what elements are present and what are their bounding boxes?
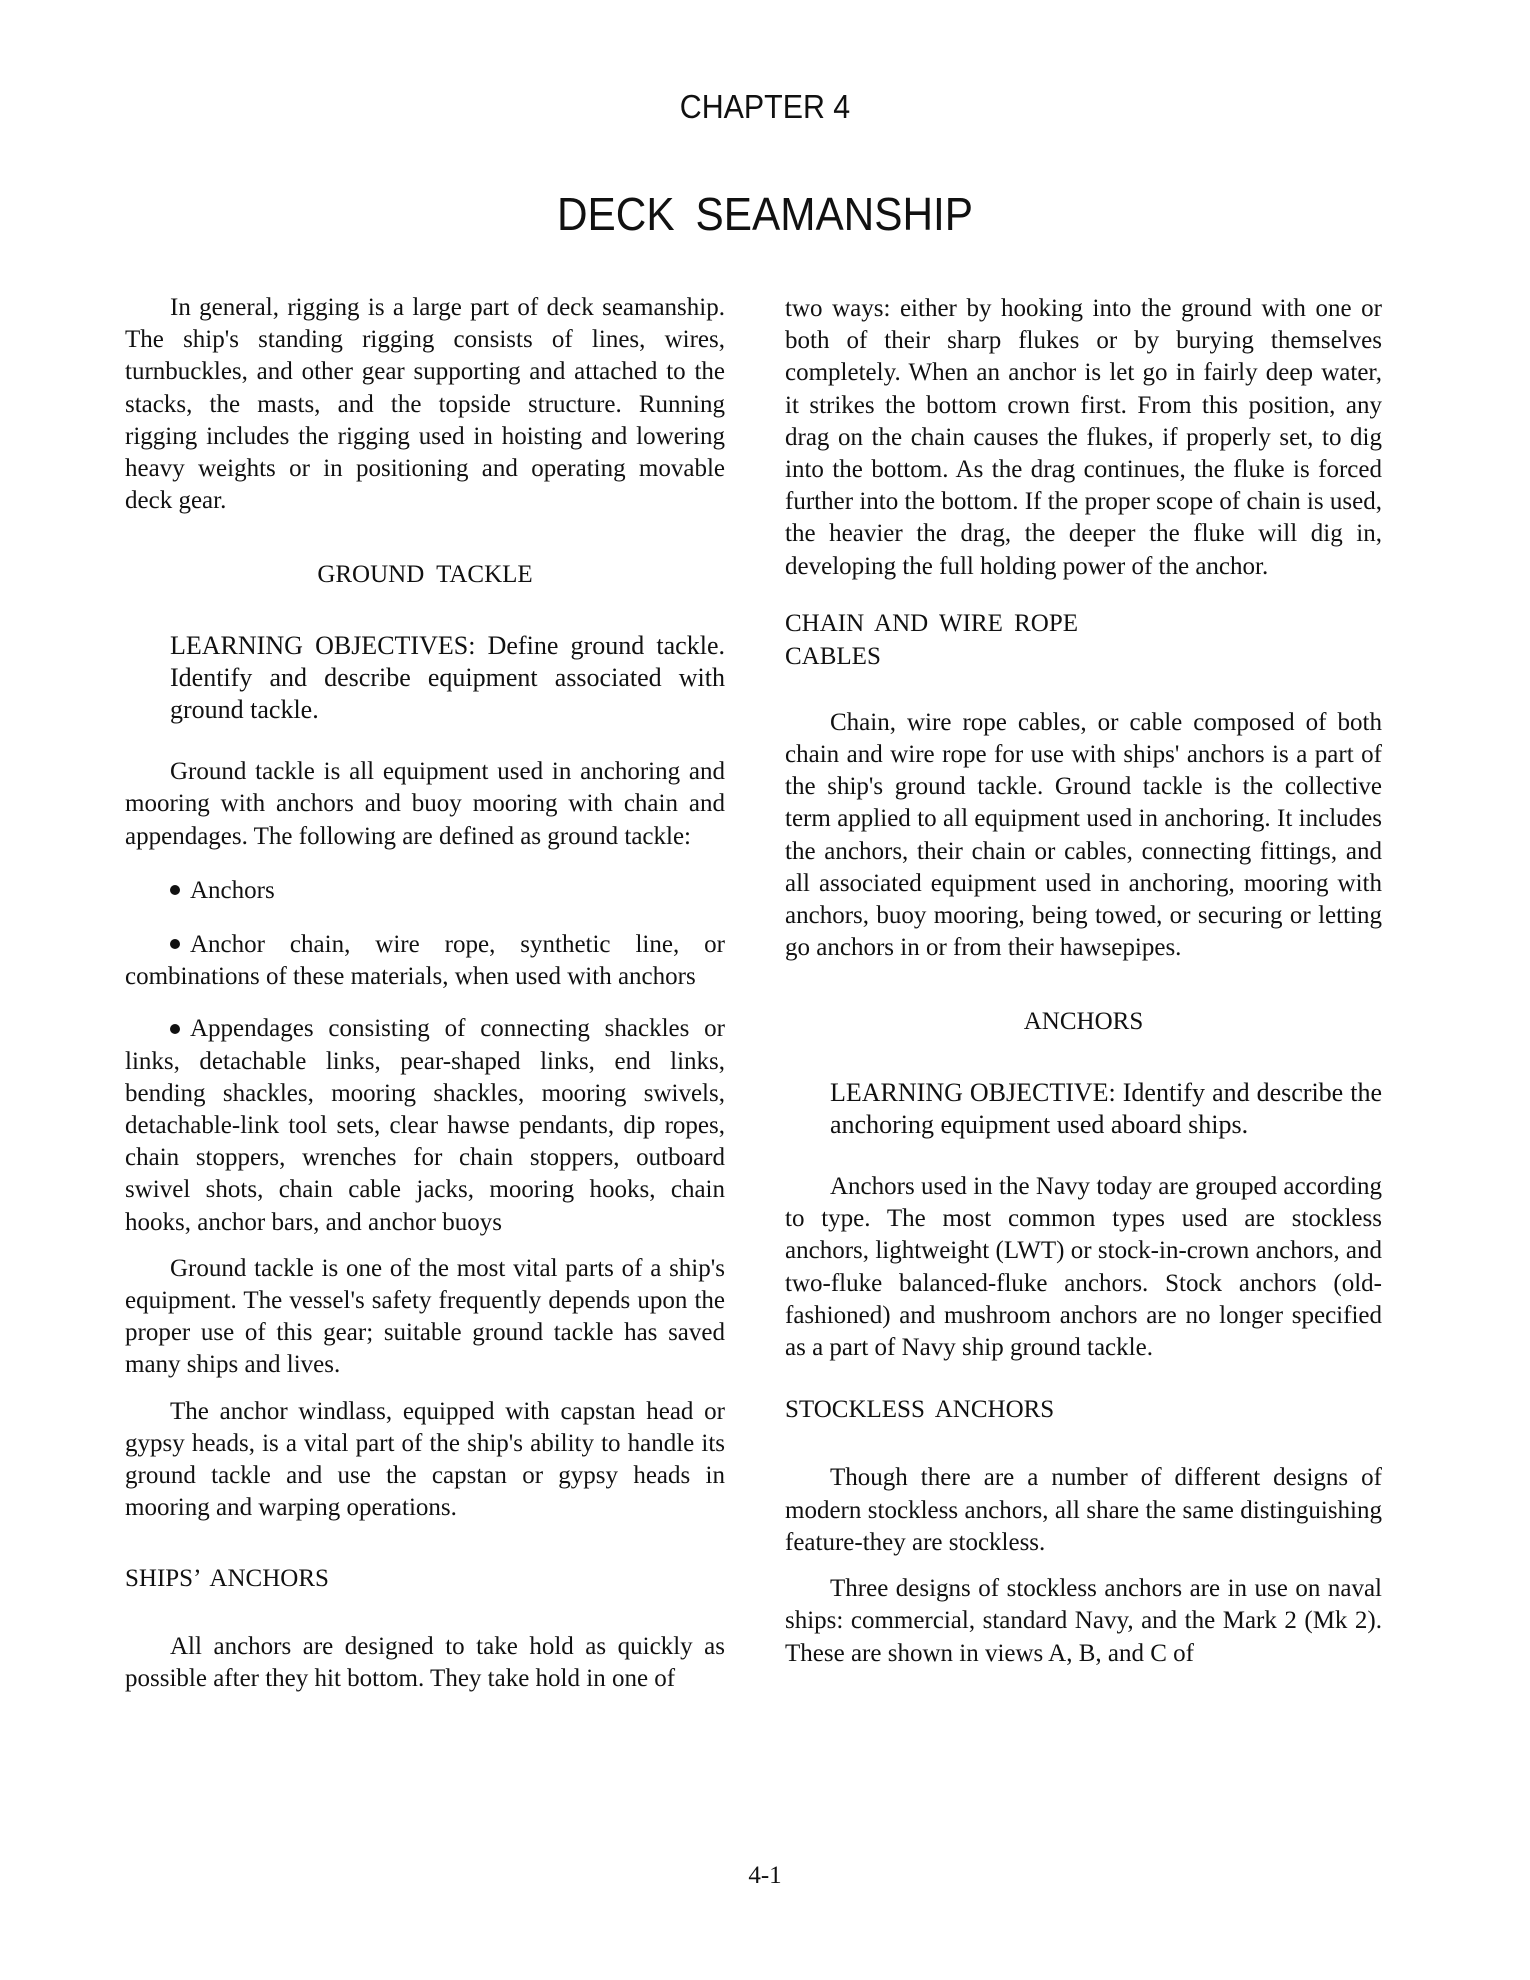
learning-objectives: LEARNING OBJECTIVES: Define ground tackle. Identify and describe equipment associated with ground tackle. <box>170 630 725 725</box>
stockless-paragraph-2: Three designs of stockless anchors are in use on naval ships: commercial, standard Navy, and the Mark 2 (Mk 2). These are shown in views A, B, and C of <box>785 1575 1382 1667</box>
heading-line: CHAIN AND WIRE ROPE <box>785 609 1079 637</box>
anchors-paragraph: Anchors used in the Navy today are grouped according to type. The most common types used are stockless anchors, lightweight (LWT) or stock-in-crown anchors, and two-fluke balanced-fluke anchors. Stock anchors (old-fashioned) and mushroom anchors are no longer specified as a part of Navy ship ground tackle. <box>785 1173 1382 1362</box>
ships-anchors-paragraph: All anchors are designed to take hold as quickly as possible after they hit bottom. They take hold in one of <box>125 1632 725 1692</box>
page-number: 4-1 <box>748 1862 782 1889</box>
vital-paragraph: Ground tackle is one of the most vital parts of a ship's equipment. The vessel's safety frequently depends upon the proper use of this gear; suitable ground tackle has saved many ships and lives. <box>125 1254 725 1379</box>
list-item <box>125 929 725 993</box>
chapter-title: DECK SEAMANSHIP <box>556 188 974 240</box>
intro-paragraph: In general, rigging is a large part of deck seamanship. The ship's standing rigging consists of lines, wires, turnbuckles, and other gear supporting and attached to the stacks, the masts, and the topside structure. Running rigging includes the rigging used in hoisting and lowering heavy weights or in positioning and operating movable deck gear. <box>125 294 725 515</box>
list-item <box>125 875 725 907</box>
list-item-text: Anchors <box>190 876 275 904</box>
heading-line: CABLES <box>785 642 881 670</box>
section-heading-chain-wire-rope <box>785 607 1382 673</box>
section-heading-anchors: ANCHORS <box>1023 1008 1144 1036</box>
learning-objective: LEARNING OBJECTIVE: Identify and describe the anchoring equipment used aboard ships. <box>830 1077 1382 1139</box>
right-column <box>785 293 1382 1684</box>
continuation-paragraph: two ways: either by hooking into the ground with one or both of their sharp flukes or by burying themselves completely. When an anchor is let go in fairly deep water, it strikes the bottom crown first. From this position, any drag on the chain causes the flukes, if properly set, to dig into the bottom. As the drag continues, the fluke is forced further into the bottom. If the proper scope of chain is used, the heavier the drag, the deeper the fluke will dig in, developing the full holding power of the anchor. <box>785 295 1382 580</box>
section-heading-stockless-anchors: STOCKLESS ANCHORS <box>785 1396 1055 1424</box>
stockless-paragraph-1: Though there are a number of different designs of modern stockless anchors, all share the same distinguishing feature-they are stockless. <box>785 1464 1382 1556</box>
list-item-text: Anchor chain, wire rope, synthetic line, or combinations of these materials, when used with anchors <box>125 931 725 991</box>
chain-paragraph: Chain, wire rope cables, or cable composed of both chain and wire rope for use with ships' anchors is a part of the ship's ground tackle. Ground tackle is the collective term applied to all equipment used in anchoring. It includes the anchors, their chain or cables, connecting fittings, and all associated equipment used in anchoring, mooring with anchors, buoy mooring, being towed, or securing or letting go anchors in or from their hawsepipes. <box>785 708 1382 962</box>
chapter-number: CHAPTER 4 <box>679 88 851 125</box>
definition-paragraph: Ground tackle is all equipment used in anchoring and mooring with anchors and buoy mooring with chain and appendages. The following are defined as ground tackle: <box>125 758 725 850</box>
section-heading-ships-anchors: SHIPS’ ANCHORS <box>125 1564 329 1592</box>
list-item-text: Appendages consisting of connecting shackles or links, detachable links, pear-shaped links, end links, bending shackles, mooring shackles, mooring swivels, detachable-link tool sets, clear hawse pendants, dip ropes, chain stoppers, wrenches for chain stoppers, outboard swivel shots, chain cable jacks, mooring hooks, chain hooks, anchor bars, and anchor buoys <box>125 1015 725 1236</box>
left-column <box>125 292 725 1709</box>
bullet-icon <box>170 939 180 949</box>
windlass-paragraph: The anchor windlass, equipped with capstan head or gypsy heads, is a vital part of the ship's ability to handle its ground tackle and use the capstan or gypsy heads in mooring and warping operations. <box>125 1397 725 1522</box>
bullet-icon <box>170 1024 180 1034</box>
section-heading-ground-tackle: GROUND TACKLE <box>317 561 533 589</box>
bullet-icon <box>170 885 180 895</box>
list-item <box>125 1013 725 1238</box>
